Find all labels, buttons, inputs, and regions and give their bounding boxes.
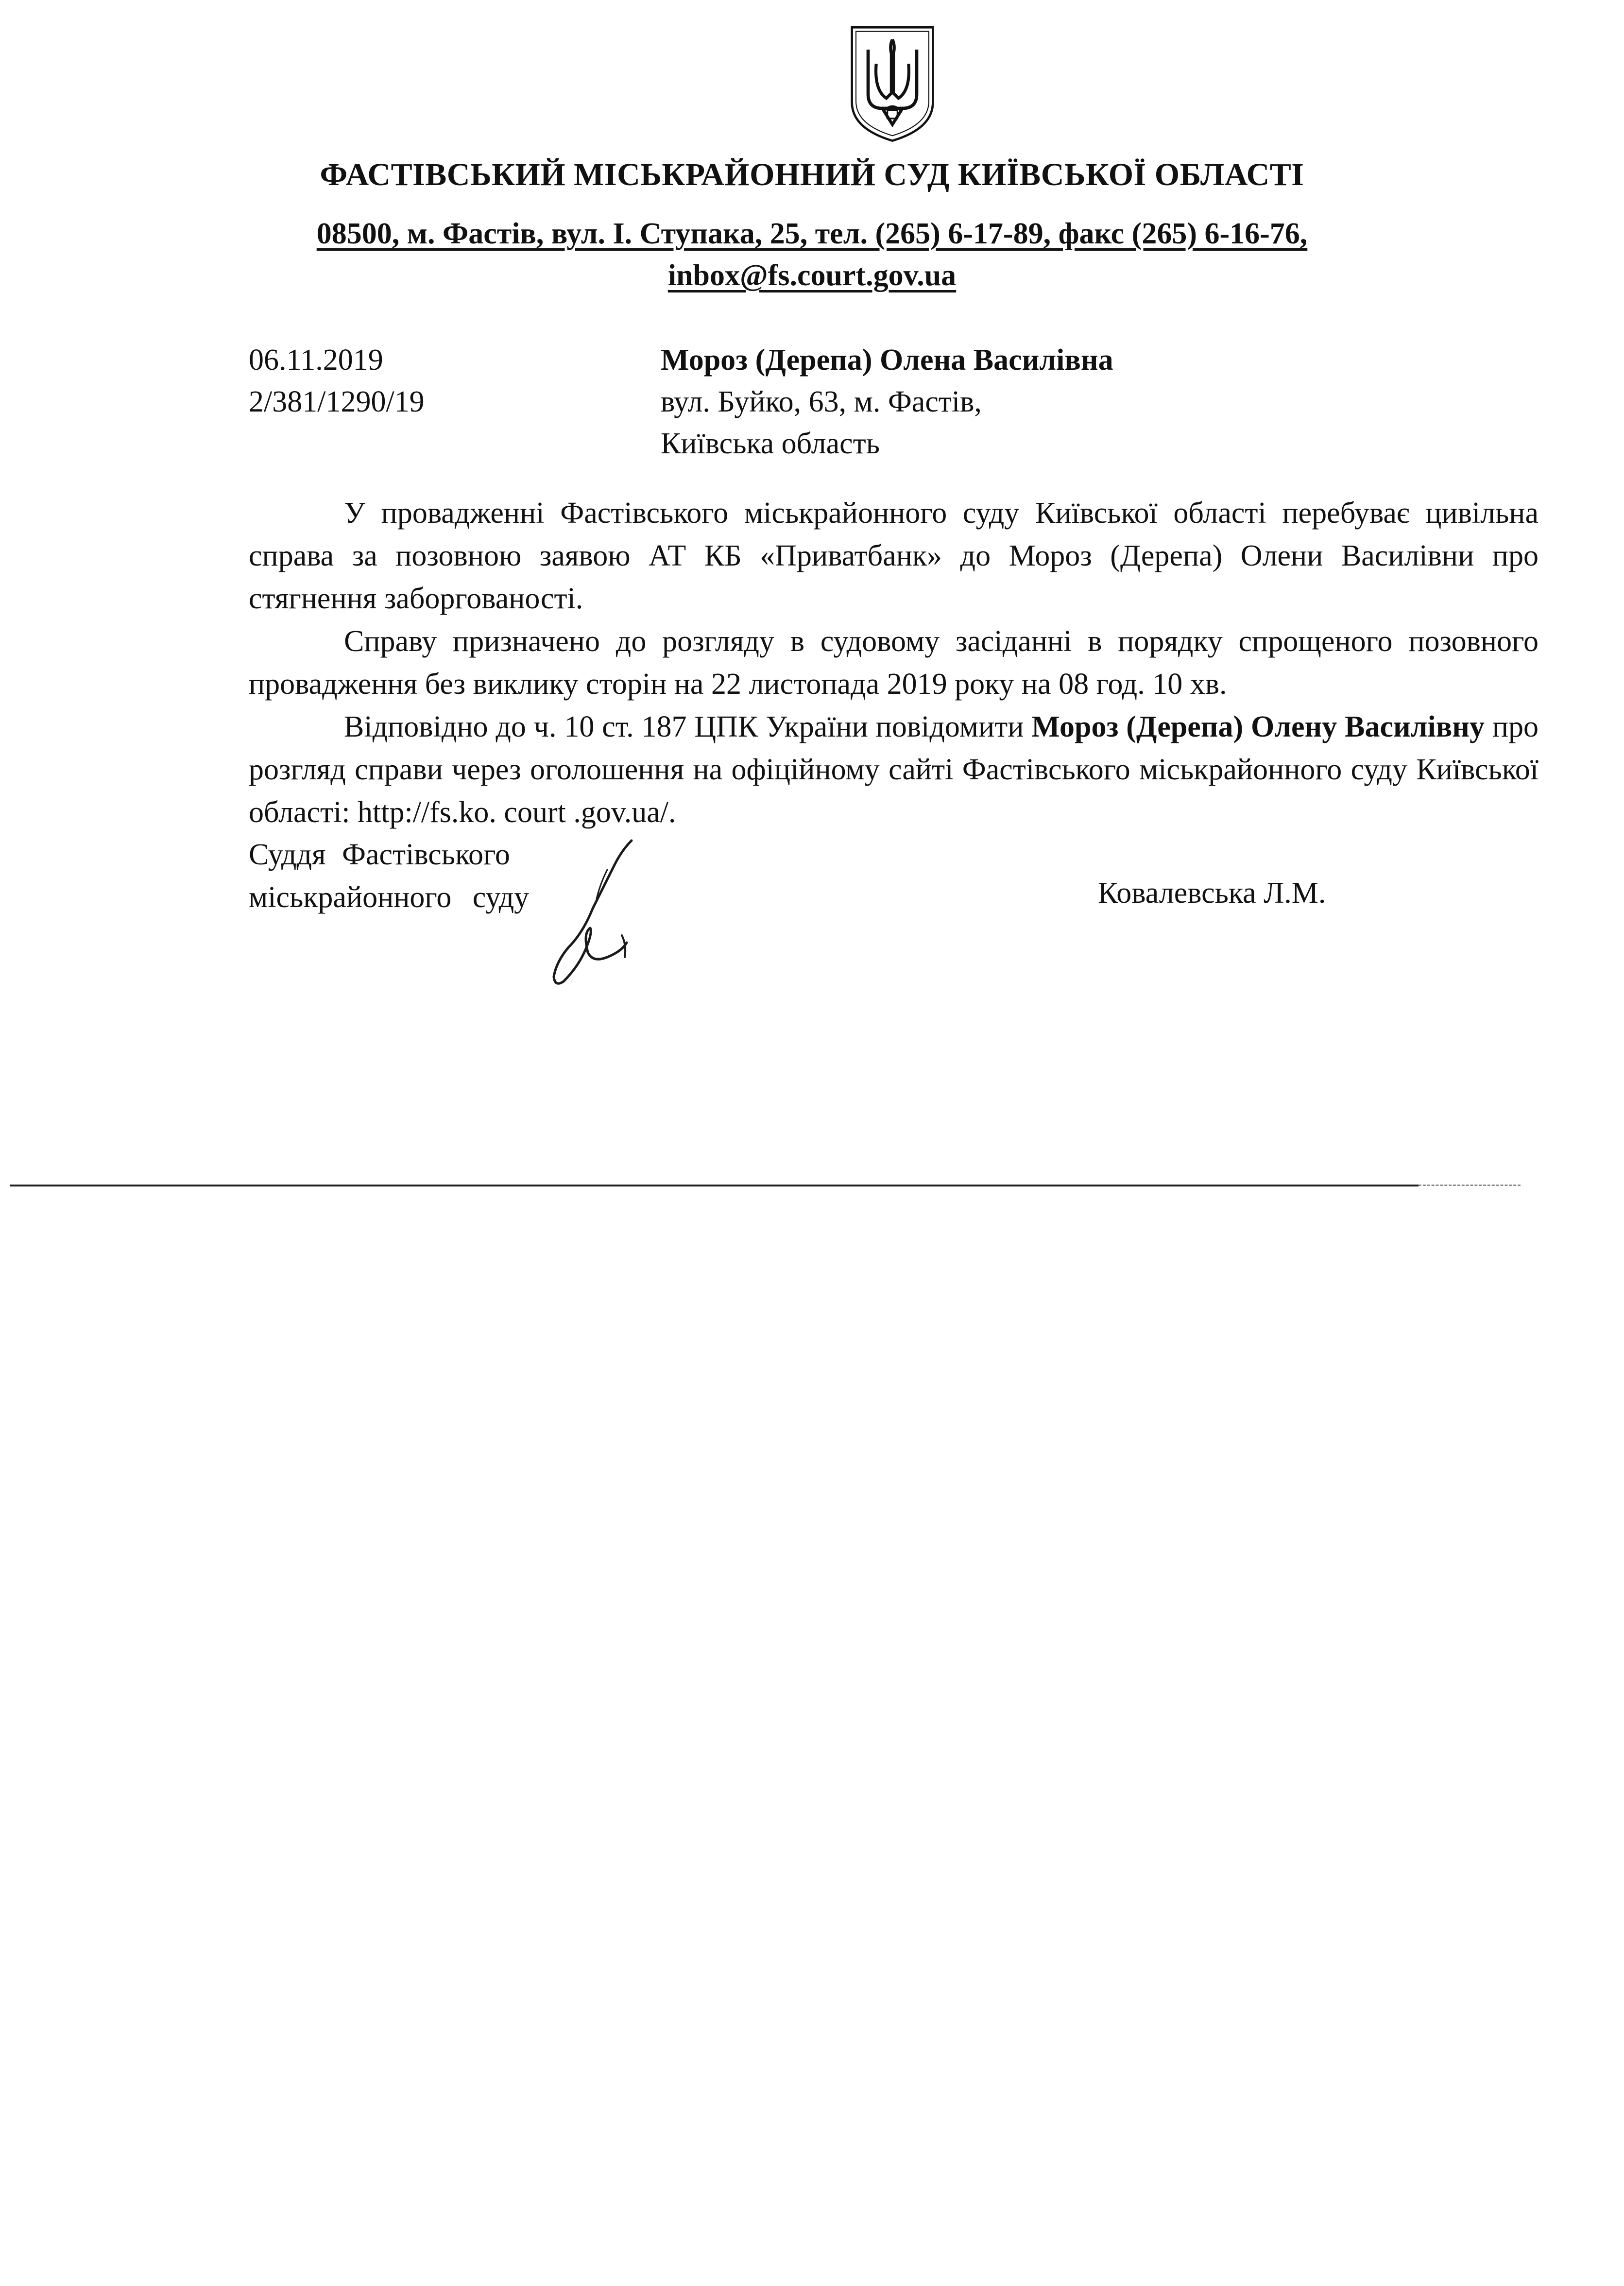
court-name: ФАСТІВСЬКИЙ МІСЬКРАЙОННИЙ СУД КИЇВСЬКОЇ ОБЛАСТІ xyxy=(320,157,1304,192)
body-paragraph-3-start: Відповідно до ч. 10 ст. 187 ЦПК України повідомити xyxy=(344,710,1032,743)
bottom-divider xyxy=(10,1185,1419,1186)
judge-name: Ковалевська Л.М. xyxy=(1098,877,1326,910)
court-address-block xyxy=(0,213,1624,296)
case-number: 2/381/1290/19 xyxy=(249,385,425,418)
bottom-divider-tail xyxy=(1419,1185,1521,1186)
judge-title xyxy=(249,833,529,919)
judge-title-line1: Суддя Фастівського xyxy=(249,838,510,871)
notice-body xyxy=(249,492,1539,834)
handwritten-signature xyxy=(510,836,656,996)
judge-title-line2: міськрайонного суду xyxy=(249,881,530,914)
recipient-block xyxy=(661,339,1113,464)
body-paragraph-2: Справу призначено до розгляду в судовому засіданні в порядку спрощеного позовного провадження без виклику сторін на 22 листопада 2019 року на 08 год. 10 хв. xyxy=(249,625,1539,701)
court-address-line: 08500, м. Фастів, вул. І. Ступака, 25, тел. (265) 6-17-89, факс (265) 6-16-76, xyxy=(316,217,1308,250)
document-meta xyxy=(249,339,425,423)
ukraine-trident-emblem-icon xyxy=(839,23,946,145)
defendant-name-bold: Мороз (Дерепа) Олену Василівну xyxy=(1031,710,1485,743)
body-paragraph-1: У провадженні Фастівського міськрайонного суду Київської області перебуває цивільна справа за позовною заявою АТ КБ «Приватбанк» до Мороз (Дерепа) Олени Василівни про стягнення заборгованості. xyxy=(249,497,1539,615)
body-paragraph-3 xyxy=(249,705,1539,834)
court-email: inbox@fs.court.gov.ua xyxy=(667,259,957,292)
body-paragraph-3-end: про розгляд справи через оголошення на офіційному сайті Фастівського міськрайонного суду Київської області: http://fs.ko. court .gov.ua/. xyxy=(249,710,1539,829)
recipient-address-line1: вул. Буйко, 63, м. Фастів, xyxy=(661,385,982,418)
document-date: 06.11.2019 xyxy=(249,344,383,377)
recipient-name: Мороз (Дерепа) Олена Василівна xyxy=(661,344,1113,377)
recipient-address-line2: Київська область xyxy=(661,427,880,460)
